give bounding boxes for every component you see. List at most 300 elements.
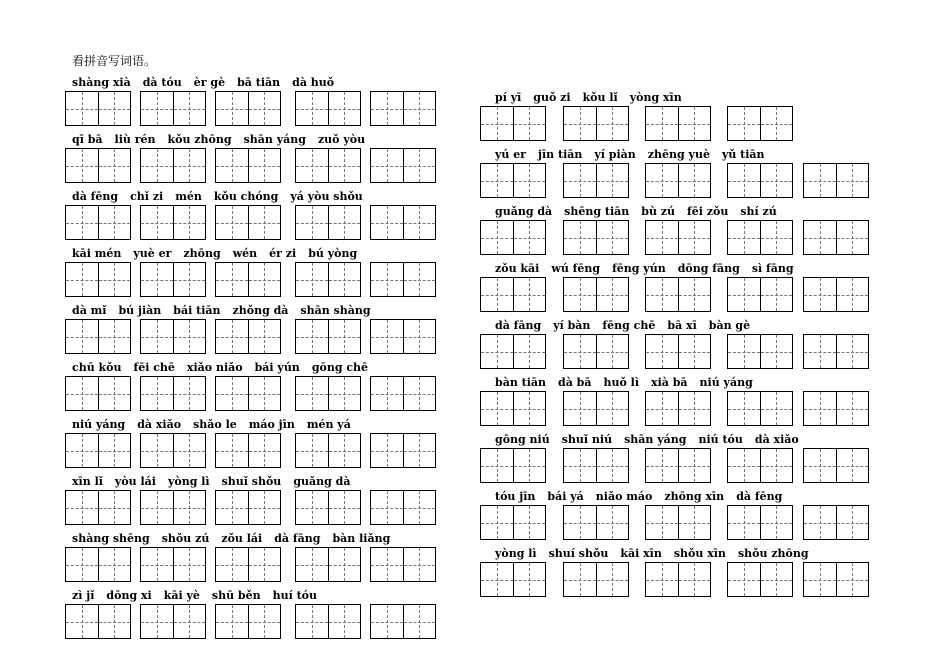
writing-cell[interactable] — [216, 206, 249, 239]
writing-cell[interactable] — [481, 506, 514, 539]
writing-box[interactable] — [727, 505, 793, 540]
pinyin-word: zǒu lái — [221, 532, 263, 545]
writing-cell[interactable] — [564, 164, 597, 197]
writing-cell[interactable] — [404, 92, 436, 125]
writing-cell[interactable] — [481, 335, 514, 368]
writing-box[interactable] — [140, 547, 206, 582]
writing-cell[interactable] — [66, 434, 99, 467]
writing-box[interactable] — [727, 106, 793, 141]
writing-cell[interactable] — [99, 605, 131, 638]
writing-cell[interactable] — [371, 263, 404, 296]
pinyin-word: liù rén — [114, 133, 156, 146]
writing-cell[interactable] — [141, 491, 174, 524]
writing-cell[interactable] — [597, 107, 629, 140]
writing-box[interactable] — [65, 205, 131, 240]
writing-box[interactable] — [65, 433, 131, 468]
writing-cell[interactable] — [404, 491, 436, 524]
writing-cell[interactable] — [216, 605, 249, 638]
writing-box[interactable] — [65, 376, 131, 411]
writing-box[interactable] — [295, 433, 361, 468]
writing-cell[interactable] — [761, 506, 793, 539]
writing-cell[interactable] — [99, 263, 131, 296]
writing-box[interactable] — [140, 205, 206, 240]
writing-box[interactable] — [803, 334, 869, 369]
writing-cell[interactable] — [481, 563, 514, 596]
writing-cell[interactable] — [99, 320, 131, 353]
writing-box[interactable] — [727, 220, 793, 255]
writing-cell[interactable] — [404, 320, 436, 353]
writing-cell[interactable] — [249, 605, 281, 638]
writing-cell[interactable] — [837, 164, 869, 197]
writing-cell[interactable] — [216, 149, 249, 182]
writing-box[interactable] — [295, 490, 361, 525]
pinyin-word: zǒu kāi — [495, 262, 540, 275]
writing-cell[interactable] — [728, 221, 761, 254]
writing-box[interactable] — [645, 505, 711, 540]
writing-box[interactable] — [480, 391, 546, 426]
writing-cell[interactable] — [679, 278, 711, 311]
writing-box[interactable] — [295, 91, 361, 126]
writing-cell[interactable] — [174, 263, 206, 296]
writing-box[interactable] — [215, 319, 281, 354]
writing-cell[interactable] — [371, 149, 404, 182]
writing-cell[interactable] — [761, 335, 793, 368]
writing-cell[interactable] — [66, 149, 99, 182]
writing-box[interactable] — [370, 376, 436, 411]
writing-box[interactable] — [480, 106, 546, 141]
writing-box[interactable] — [295, 604, 361, 639]
writing-box[interactable] — [215, 262, 281, 297]
writing-cell[interactable] — [679, 335, 711, 368]
writing-box[interactable] — [803, 448, 869, 483]
writing-box[interactable] — [140, 262, 206, 297]
writing-cell[interactable] — [371, 605, 404, 638]
writing-box[interactable] — [645, 277, 711, 312]
writing-cell[interactable] — [514, 164, 546, 197]
pinyin-word: dà fāng — [274, 532, 321, 545]
writing-cell[interactable] — [296, 320, 329, 353]
writing-cell[interactable] — [249, 320, 281, 353]
writing-cell[interactable] — [371, 92, 404, 125]
writing-cell[interactable] — [597, 164, 629, 197]
writing-cell[interactable] — [514, 278, 546, 311]
writing-box[interactable] — [370, 148, 436, 183]
pinyin-word: fēi chē — [133, 361, 175, 374]
writing-cell[interactable] — [837, 278, 869, 311]
writing-box[interactable] — [803, 391, 869, 426]
writing-cell[interactable] — [481, 449, 514, 482]
writing-cell[interactable] — [329, 377, 361, 410]
writing-cell[interactable] — [329, 548, 361, 581]
writing-cell[interactable] — [761, 449, 793, 482]
writing-box[interactable] — [727, 391, 793, 426]
writing-cell[interactable] — [66, 491, 99, 524]
writing-cell[interactable] — [514, 563, 546, 596]
writing-cell[interactable] — [481, 221, 514, 254]
writing-box[interactable] — [727, 448, 793, 483]
writing-cell[interactable] — [646, 563, 679, 596]
writing-cell[interactable] — [564, 392, 597, 425]
writing-cell[interactable] — [728, 164, 761, 197]
writing-box[interactable] — [480, 277, 546, 312]
writing-box[interactable] — [370, 604, 436, 639]
writing-cell[interactable] — [99, 92, 131, 125]
writing-box[interactable] — [645, 562, 711, 597]
pinyin-word: niú yáng — [72, 418, 126, 431]
writing-box[interactable] — [215, 547, 281, 582]
writing-cell[interactable] — [404, 206, 436, 239]
writing-cell[interactable] — [514, 392, 546, 425]
writing-cell[interactable] — [216, 263, 249, 296]
writing-cell[interactable] — [761, 278, 793, 311]
writing-box[interactable] — [645, 220, 711, 255]
writing-cell[interactable] — [761, 392, 793, 425]
writing-cell[interactable] — [174, 434, 206, 467]
writing-cell[interactable] — [174, 320, 206, 353]
writing-cell[interactable] — [174, 92, 206, 125]
writing-box[interactable] — [65, 148, 131, 183]
writing-cell[interactable] — [728, 563, 761, 596]
writing-box[interactable] — [645, 163, 711, 198]
writing-cell[interactable] — [728, 278, 761, 311]
writing-cell[interactable] — [646, 107, 679, 140]
writing-box[interactable] — [370, 319, 436, 354]
writing-box[interactable] — [295, 262, 361, 297]
writing-cell[interactable] — [371, 434, 404, 467]
writing-cell[interactable] — [481, 164, 514, 197]
writing-cell[interactable] — [514, 221, 546, 254]
writing-cell[interactable] — [514, 506, 546, 539]
writing-box[interactable] — [645, 334, 711, 369]
writing-cell[interactable] — [646, 164, 679, 197]
writing-box[interactable] — [563, 334, 629, 369]
writing-cell[interactable] — [141, 263, 174, 296]
writing-cell[interactable] — [66, 320, 99, 353]
writing-cell[interactable] — [141, 377, 174, 410]
writing-box[interactable] — [65, 319, 131, 354]
writing-cell[interactable] — [514, 335, 546, 368]
writing-cell[interactable] — [404, 434, 436, 467]
writing-cell[interactable] — [296, 206, 329, 239]
writing-cell[interactable] — [174, 206, 206, 239]
writing-box[interactable] — [370, 262, 436, 297]
writing-box[interactable] — [727, 334, 793, 369]
writing-box[interactable] — [803, 220, 869, 255]
writing-box[interactable] — [215, 148, 281, 183]
writing-cell[interactable] — [761, 107, 793, 140]
writing-box[interactable] — [480, 334, 546, 369]
writing-box[interactable] — [727, 562, 793, 597]
writing-cell[interactable] — [804, 335, 837, 368]
writing-cell[interactable] — [804, 392, 837, 425]
writing-cell[interactable] — [804, 221, 837, 254]
writing-cell[interactable] — [329, 434, 361, 467]
writing-cell[interactable] — [66, 263, 99, 296]
writing-box[interactable] — [65, 490, 131, 525]
writing-box[interactable] — [480, 505, 546, 540]
writing-box[interactable] — [295, 376, 361, 411]
writing-cell[interactable] — [141, 320, 174, 353]
writing-cell[interactable] — [249, 434, 281, 467]
pinyin-row — [495, 490, 794, 504]
writing-box[interactable] — [140, 91, 206, 126]
writing-cell[interactable] — [679, 506, 711, 539]
writing-box[interactable] — [727, 163, 793, 198]
pinyin-word: wú fēng — [551, 262, 601, 275]
writing-box[interactable] — [140, 433, 206, 468]
writing-cell[interactable] — [404, 149, 436, 182]
writing-cell[interactable] — [804, 506, 837, 539]
writing-box[interactable] — [370, 547, 436, 582]
writing-cell[interactable] — [329, 320, 361, 353]
writing-cell[interactable] — [837, 335, 869, 368]
writing-cell[interactable] — [804, 164, 837, 197]
writing-cell[interactable] — [296, 548, 329, 581]
writing-box[interactable] — [295, 319, 361, 354]
writing-box[interactable] — [370, 91, 436, 126]
writing-cell[interactable] — [329, 491, 361, 524]
writing-box[interactable] — [480, 163, 546, 198]
writing-cell[interactable] — [66, 605, 99, 638]
writing-cell[interactable] — [481, 392, 514, 425]
writing-cell[interactable] — [564, 563, 597, 596]
writing-cell[interactable] — [66, 206, 99, 239]
writing-cell[interactable] — [761, 221, 793, 254]
writing-box[interactable] — [215, 91, 281, 126]
writing-box[interactable] — [480, 562, 546, 597]
writing-cell[interactable] — [66, 92, 99, 125]
writing-cell[interactable] — [216, 548, 249, 581]
writing-box[interactable] — [215, 433, 281, 468]
writing-cell[interactable] — [837, 392, 869, 425]
writing-cell[interactable] — [804, 449, 837, 482]
writing-cell[interactable] — [99, 434, 131, 467]
writing-cell[interactable] — [371, 491, 404, 524]
writing-box[interactable] — [370, 433, 436, 468]
writing-cell[interactable] — [404, 548, 436, 581]
writing-cell[interactable] — [597, 278, 629, 311]
writing-cell[interactable] — [679, 107, 711, 140]
pinyin-row — [72, 133, 377, 147]
writing-box[interactable] — [140, 319, 206, 354]
writing-cell[interactable] — [728, 449, 761, 482]
writing-cell[interactable] — [597, 449, 629, 482]
writing-cell[interactable] — [679, 221, 711, 254]
writing-cell[interactable] — [564, 506, 597, 539]
writing-box[interactable] — [295, 205, 361, 240]
writing-cell[interactable] — [99, 548, 131, 581]
writing-box[interactable] — [65, 262, 131, 297]
writing-cell[interactable] — [371, 206, 404, 239]
pinyin-word: dà fēng — [72, 190, 119, 203]
writing-box[interactable] — [140, 376, 206, 411]
writing-cell[interactable] — [249, 377, 281, 410]
writing-cell[interactable] — [728, 392, 761, 425]
writing-cell[interactable] — [99, 491, 131, 524]
writing-cell[interactable] — [679, 563, 711, 596]
pinyin-word: dà xiǎo — [754, 433, 799, 446]
writing-cell[interactable] — [141, 206, 174, 239]
writing-cell[interactable] — [679, 392, 711, 425]
writing-cell[interactable] — [679, 449, 711, 482]
writing-cell[interactable] — [728, 335, 761, 368]
writing-cell[interactable] — [404, 605, 436, 638]
writing-cell[interactable] — [728, 107, 761, 140]
writing-cell[interactable] — [481, 278, 514, 311]
writing-cell[interactable] — [141, 605, 174, 638]
writing-box[interactable] — [370, 490, 436, 525]
writing-box[interactable] — [215, 205, 281, 240]
writing-cell[interactable] — [99, 377, 131, 410]
pinyin-word: kāi mén — [72, 247, 122, 260]
writing-box[interactable] — [215, 604, 281, 639]
writing-cell[interactable] — [564, 335, 597, 368]
writing-cell[interactable] — [679, 164, 711, 197]
writing-box[interactable] — [563, 391, 629, 426]
writing-cell[interactable] — [564, 221, 597, 254]
writing-cell[interactable] — [514, 107, 546, 140]
writing-cell[interactable] — [296, 149, 329, 182]
writing-cell[interactable] — [216, 377, 249, 410]
writing-box[interactable] — [563, 277, 629, 312]
writing-cell[interactable] — [296, 434, 329, 467]
writing-box[interactable] — [563, 448, 629, 483]
writing-cell[interactable] — [141, 434, 174, 467]
writing-box[interactable] — [140, 604, 206, 639]
writing-cell[interactable] — [481, 107, 514, 140]
pinyin-row — [495, 376, 765, 390]
writing-cell[interactable] — [296, 92, 329, 125]
writing-box[interactable] — [140, 490, 206, 525]
writing-cell[interactable] — [66, 548, 99, 581]
writing-cell[interactable] — [404, 377, 436, 410]
writing-cell[interactable] — [249, 149, 281, 182]
writing-cell[interactable] — [216, 320, 249, 353]
writing-box[interactable] — [215, 490, 281, 525]
writing-cell[interactable] — [329, 206, 361, 239]
writing-cell[interactable] — [296, 491, 329, 524]
writing-cell[interactable] — [141, 149, 174, 182]
writing-box[interactable] — [803, 562, 869, 597]
writing-cell[interactable] — [249, 548, 281, 581]
writing-cell[interactable] — [646, 506, 679, 539]
writing-cell[interactable] — [837, 506, 869, 539]
writing-box[interactable] — [563, 106, 629, 141]
writing-cell[interactable] — [249, 92, 281, 125]
writing-cell[interactable] — [728, 506, 761, 539]
writing-cell[interactable] — [329, 263, 361, 296]
writing-cell[interactable] — [174, 149, 206, 182]
writing-cell[interactable] — [141, 92, 174, 125]
writing-cell[interactable] — [249, 263, 281, 296]
writing-cell[interactable] — [597, 506, 629, 539]
writing-cell[interactable] — [216, 92, 249, 125]
writing-box[interactable] — [645, 391, 711, 426]
writing-cell[interactable] — [249, 206, 281, 239]
writing-cell[interactable] — [761, 563, 793, 596]
writing-cell[interactable] — [564, 278, 597, 311]
pinyin-word: zhōng — [183, 247, 221, 260]
writing-box[interactable] — [563, 505, 629, 540]
writing-cell[interactable] — [141, 548, 174, 581]
writing-cell[interactable] — [66, 377, 99, 410]
instruction-title: 看拼音写词语。 — [72, 54, 157, 68]
writing-box[interactable] — [65, 547, 131, 582]
writing-box[interactable] — [370, 205, 436, 240]
writing-box[interactable] — [295, 547, 361, 582]
writing-cell[interactable] — [597, 335, 629, 368]
writing-cell[interactable] — [216, 434, 249, 467]
writing-cell[interactable] — [761, 164, 793, 197]
writing-cell[interactable] — [646, 335, 679, 368]
writing-cell[interactable] — [296, 263, 329, 296]
writing-box[interactable] — [140, 148, 206, 183]
writing-cell[interactable] — [296, 605, 329, 638]
writing-cell[interactable] — [174, 548, 206, 581]
writing-box[interactable] — [803, 505, 869, 540]
writing-cell[interactable] — [564, 449, 597, 482]
writing-cell[interactable] — [646, 221, 679, 254]
writing-cell[interactable] — [329, 149, 361, 182]
writing-box[interactable] — [480, 220, 546, 255]
writing-cell[interactable] — [837, 449, 869, 482]
writing-cell[interactable] — [646, 278, 679, 311]
writing-cell[interactable] — [249, 491, 281, 524]
writing-cell[interactable] — [597, 563, 629, 596]
writing-cell[interactable] — [296, 377, 329, 410]
pinyin-word: shān shàng — [300, 304, 371, 317]
writing-cell[interactable] — [174, 377, 206, 410]
writing-cell[interactable] — [174, 491, 206, 524]
writing-cell[interactable] — [804, 563, 837, 596]
writing-cell[interactable] — [837, 563, 869, 596]
writing-box[interactable] — [65, 91, 131, 126]
writing-cell[interactable] — [371, 548, 404, 581]
writing-cell[interactable] — [404, 263, 436, 296]
writing-cell[interactable] — [329, 605, 361, 638]
writing-cell[interactable] — [99, 206, 131, 239]
writing-cell[interactable] — [837, 221, 869, 254]
writing-cell[interactable] — [597, 221, 629, 254]
writing-cell[interactable] — [174, 605, 206, 638]
writing-cell[interactable] — [646, 392, 679, 425]
writing-box[interactable] — [215, 376, 281, 411]
pinyin-word: ér zi — [269, 247, 297, 260]
pinyin-word: dà xiǎo — [137, 418, 182, 431]
writing-box[interactable] — [645, 448, 711, 483]
writing-box[interactable] — [727, 277, 793, 312]
writing-box[interactable] — [563, 163, 629, 198]
writing-cell[interactable] — [99, 149, 131, 182]
writing-box[interactable] — [803, 163, 869, 198]
writing-box[interactable] — [295, 148, 361, 183]
writing-cell[interactable] — [804, 278, 837, 311]
writing-box[interactable] — [645, 106, 711, 141]
writing-cell[interactable] — [216, 491, 249, 524]
writing-cell[interactable] — [646, 449, 679, 482]
writing-cell[interactable] — [371, 320, 404, 353]
writing-box[interactable] — [803, 277, 869, 312]
writing-cell[interactable] — [597, 392, 629, 425]
writing-box[interactable] — [563, 220, 629, 255]
writing-cell[interactable] — [514, 449, 546, 482]
writing-cell[interactable] — [564, 107, 597, 140]
writing-box[interactable] — [480, 448, 546, 483]
writing-cell[interactable] — [371, 377, 404, 410]
writing-box[interactable] — [563, 562, 629, 597]
writing-box[interactable] — [65, 604, 131, 639]
writing-cell[interactable] — [329, 92, 361, 125]
